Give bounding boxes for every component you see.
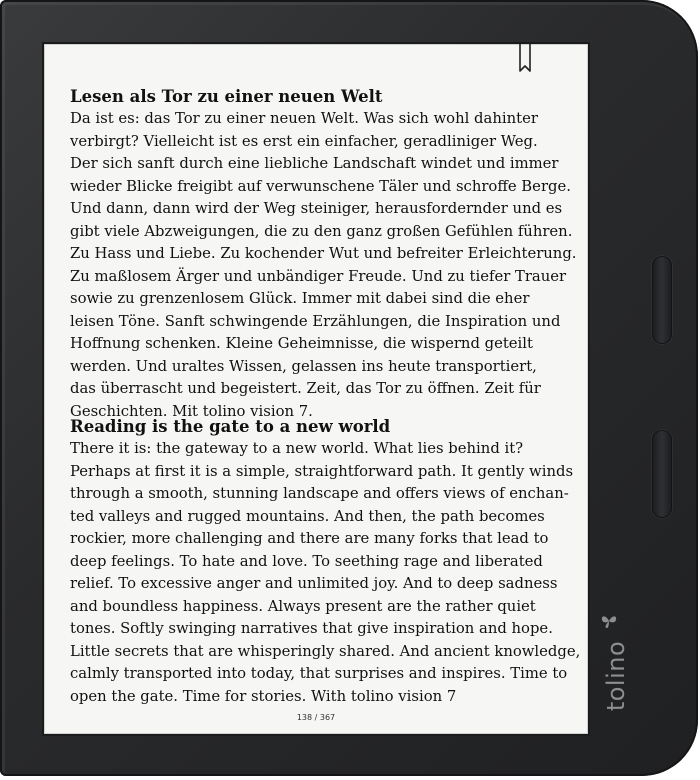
text-line: Zu Hass und Liebe. Zu kochender Wut und befreiter Erleichterung. xyxy=(70,245,577,262)
text-line: werden. Und uraltes Wissen, gelassen ins heute transportiert, xyxy=(70,357,537,375)
section-paragraph xyxy=(70,438,580,708)
text-line: Der sich sanft durch eine liebliche Landschaft windet und immer xyxy=(70,155,559,172)
text-line: Little secrets that are whisperingly shared. And ancient knowledge, xyxy=(70,642,581,660)
brand-name: tolino xyxy=(602,640,630,712)
text-line: das überrascht und begeistert. Zeit, das Tor zu öffnen. Zeit für xyxy=(70,380,541,397)
text-line: Und dann, dann wird der Weg steiniger, herausfordernder und es xyxy=(70,200,563,217)
text-line: open the gate. Time for stories. With tolino vision 7 xyxy=(70,687,457,705)
text-line: deep feelings. To hate and love. To seething rage and liberated xyxy=(70,552,543,570)
text-line: wieder Blicke freigibt auf verwunschene Täler und schroffe Berge. xyxy=(70,177,571,195)
text-line: ted valleys and rugged mountains. And then, the path becomes xyxy=(70,507,545,525)
text-line: tones. Softly swinging narratives that give inspiration and hope. xyxy=(70,620,553,637)
text-line: There it is: the gateway to a new world. What lies behind it? xyxy=(70,440,524,457)
text-line: relief. To excessive anger and unlimited joy. And to deep sadness xyxy=(70,575,558,592)
text-line: Hoffnung schenken. Kleine Geheimnisse, die wispernd geteilt xyxy=(70,335,533,352)
text-line: Da ist es: das Tor zu einer neuen Welt. Was sich wohl dahinter xyxy=(70,110,538,127)
section-heading: Reading is the gate to a new world xyxy=(70,417,391,436)
text-line: leisen Töne. Sanft schwingende Erzählungen, die Inspiration und xyxy=(70,312,561,330)
text-line: calmly transported into today, that surprises and inspires. Time to xyxy=(70,665,568,682)
reader-screen[interactable] xyxy=(44,44,588,734)
text-line: verbirgt? Vielleicht ist es erst ein einfacher, geradliniger Weg. xyxy=(70,132,538,150)
section-paragraph xyxy=(70,108,577,423)
section-english xyxy=(70,416,580,708)
section-german xyxy=(70,86,577,423)
page-back-button[interactable] xyxy=(652,430,672,518)
section-heading: Lesen als Tor zu einer neuen Welt xyxy=(70,87,383,106)
text-line: gibt viele Abzweigungen, die zu den ganz großen Gefühlen führen. xyxy=(70,222,573,240)
text-line: Perhaps at first it is a simple, straightforward path. It gently winds xyxy=(70,462,574,480)
text-line: rockier, more challenging and there are many forks that lead to xyxy=(70,530,549,547)
page-indicator: 138 / 367 xyxy=(296,713,336,722)
text-line: sowie zu grenzenlosem Glück. Immer mit dabei sind die eher xyxy=(70,290,530,307)
text-line: through a smooth, stunning landscape and offers views of enchan- xyxy=(70,485,569,502)
text-line: and boundless happiness. Always present are the rather quiet xyxy=(70,597,536,615)
page-forward-button[interactable] xyxy=(652,256,672,344)
bookmark-icon[interactable] xyxy=(518,44,532,74)
brand-logo xyxy=(596,612,642,732)
text-line: Geschichten. Mit tolino vision 7. xyxy=(70,402,313,420)
text-line: Zu maßlosem Ärger und unbändiger Freude. Und zu tiefer Trauer xyxy=(70,267,567,285)
